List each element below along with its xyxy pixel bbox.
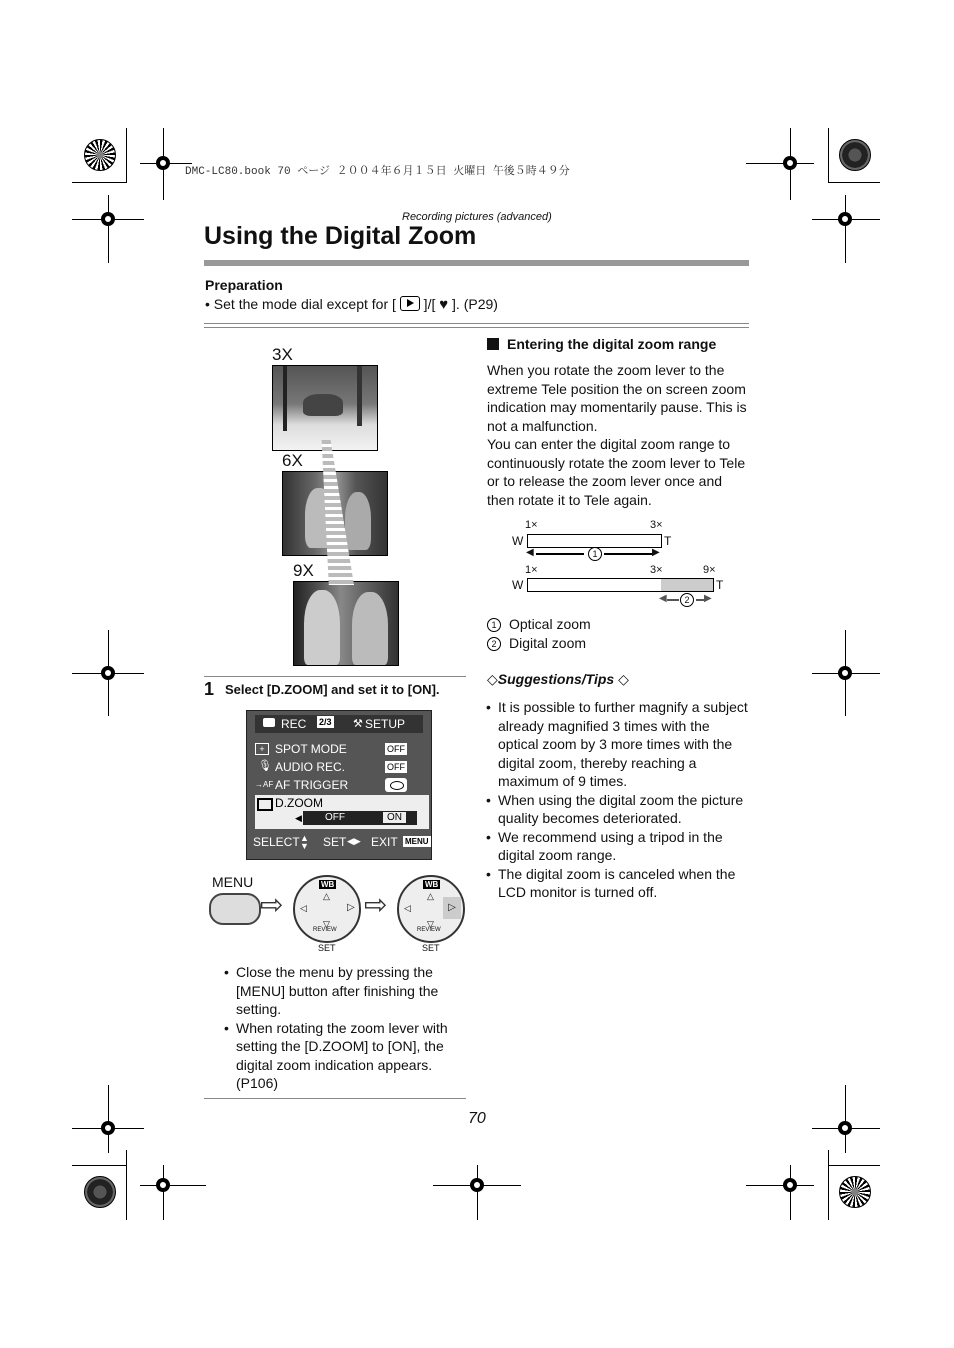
menu-button[interactable]: [209, 893, 261, 925]
list-item: • The digital zoom is canceled when the LCD monitor is turned off.: [486, 865, 750, 902]
marker-2: 2: [680, 593, 694, 607]
legend-optical-zoom: 1 Optical zoom: [487, 616, 591, 632]
list-item: • When using the digital zoom the picture quality becomes deteriorated.: [486, 791, 750, 828]
registration-dot-icon: [838, 212, 852, 226]
registration-dot-icon: [838, 1121, 852, 1135]
registration-dot-icon: [783, 1178, 797, 1192]
d-zoom-icon: [257, 798, 273, 811]
tab-rec[interactable]: REC: [281, 717, 307, 731]
deer-photo-3x: [272, 365, 378, 451]
self-timer-icon[interactable]: ◁: [404, 903, 411, 913]
d-zoom-option-off[interactable]: OFF: [325, 812, 345, 823]
arrow-left-icon: ◀: [659, 593, 667, 604]
marker-1: 1: [588, 547, 602, 561]
d-zoom-option-on[interactable]: ON: [383, 812, 406, 823]
cursor-dial-right[interactable]: [397, 875, 465, 943]
list-item: • Close the menu by pressing the [MENU] button after finishing the setting.: [224, 963, 464, 1019]
wb-label: WB: [425, 880, 439, 889]
menu-item-spot-mode[interactable]: + SPOT MODE OFF: [255, 741, 423, 757]
registration-dot-icon: [101, 1121, 115, 1135]
camera-icon: [263, 718, 275, 727]
step-text: Select [D.ZOOM] and set it to [ON].: [225, 682, 440, 697]
set-label: SET: [422, 943, 440, 953]
diamond-icon: ◇: [618, 671, 629, 687]
page-number: 70: [468, 1110, 486, 1127]
preparation-heading: Preparation: [205, 277, 283, 293]
wrench-icon: ⚒: [353, 718, 363, 730]
arrow-right-icon: ▶: [704, 593, 712, 604]
spot-mode-value: OFF: [387, 744, 405, 754]
down-arrow-icon[interactable]: ▽: [323, 919, 330, 929]
left-notes: [224, 963, 464, 1093]
spot-mode-icon: +: [255, 743, 269, 755]
arrow-right-icon: ⇨: [260, 889, 284, 920]
step-number: 1: [204, 679, 215, 699]
menu-item-audio-rec[interactable]: 🎙 AUDIO REC. OFF: [258, 760, 405, 774]
registration-dot-icon: [156, 156, 170, 170]
up-arrow-icon[interactable]: △: [323, 891, 330, 901]
self-timer-icon[interactable]: ◁: [300, 903, 307, 913]
menu-footer: SELECT ▲ ▼ SET ◀▶ EXIT MENU: [253, 833, 429, 851]
zoom-label-6x: 6X: [282, 451, 303, 470]
camera-menu-screen: [246, 710, 432, 860]
arrow-right-icon: ⇨: [364, 889, 388, 920]
title-rule: [204, 260, 749, 266]
arrow-left-icon: ◀: [526, 547, 534, 558]
registration-dot-icon: [470, 1178, 484, 1192]
registration-wheel-icon: [839, 139, 871, 171]
menu-item-d-zoom[interactable]: D.ZOOM ◀ OFF ON: [255, 795, 429, 829]
arrow-right-icon: ▶: [652, 547, 660, 558]
set-label: SET: [318, 943, 336, 953]
print-header: DMC-LC80.book 70 ページ ２００４年６月１５日 火曜日 午後５時４９分: [185, 166, 570, 178]
registration-dot-icon: [783, 156, 797, 170]
tips-title: ◇Suggestions/Tips ◇: [487, 671, 629, 687]
square-bullet-icon: [487, 338, 499, 350]
tips-list: [486, 698, 750, 902]
zoom-explanation: When you rotate the zoom lever to the extreme Tele position the on screen zoom indication may momentarily pause. This is not a malfunction. You can enter the digital zoom range to continuously rotate the zoom lever to Tele or to release the zoom lever once and then rotate it to Tele again.: [487, 362, 747, 508]
menu-page-indicator: 2/3: [319, 717, 332, 727]
preparation-text: • Set the mode dial except for [ ]/[ ♥ ]. (P29): [205, 296, 498, 313]
page-title: Using the Digital Zoom: [204, 222, 477, 250]
flash-icon[interactable]: ▷: [347, 902, 355, 913]
zoom-label-9x: 9X: [293, 561, 314, 580]
registration-wheel-icon: [84, 139, 116, 171]
heart-icon: ♥: [439, 296, 449, 313]
audio-rec-value: OFF: [387, 762, 405, 772]
tab-setup[interactable]: SETUP: [365, 717, 406, 731]
triangle-left-icon: ◀: [295, 813, 302, 823]
play-mode-icon: [400, 296, 420, 311]
optical-zoom-bar: [527, 534, 662, 548]
section-label: Recording pictures (advanced): [402, 211, 552, 223]
up-arrow-icon[interactable]: △: [427, 891, 434, 901]
registration-dot-icon: [838, 666, 852, 680]
af-trigger-icon: →AF: [255, 780, 274, 789]
registration-dot-icon: [156, 1178, 170, 1192]
list-item: • It is possible to further magnify a subject already magnified 3 times with the optical zoom by 3 more times with the digital zoom, thereby reaching a maximum of 9 times.: [486, 698, 750, 791]
diamond-icon: ◇: [487, 671, 498, 687]
legend-digital-zoom: 2 Digital zoom: [487, 635, 586, 651]
section-heading: Entering the digital zoom range: [487, 336, 716, 352]
registration-wheel-icon: [84, 1176, 116, 1208]
digital-zoom-bar: [527, 578, 714, 592]
zoom-label-3x: 3X: [272, 345, 293, 364]
menu-tab-bar: [255, 715, 423, 733]
wb-label: WB: [321, 880, 335, 889]
registration-dot-icon: [101, 666, 115, 680]
microphone-icon: 🎙: [258, 760, 272, 772]
list-item: • When rotating the zoom lever with setting the [D.ZOOM] to [ON], the digital zoom indication appears. (P106): [224, 1019, 464, 1093]
menu-button-label: MENU: [212, 874, 254, 890]
menu-badge: MENU: [405, 837, 429, 846]
shutter-button-icon: [385, 778, 407, 792]
list-item: • We recommend using a tripod in the digital zoom range.: [486, 828, 750, 865]
review-label: REVIEW: [313, 927, 337, 933]
flash-icon[interactable]: ▷: [443, 897, 461, 919]
down-arrow-icon[interactable]: ▽: [427, 919, 434, 929]
deer-photo-9x: [293, 581, 399, 666]
registration-dot-icon: [101, 212, 115, 226]
menu-item-af-trigger[interactable]: →AF AF TRIGGER: [255, 777, 423, 793]
up-down-arrows-icon: ▲ ▼: [300, 833, 309, 851]
left-right-arrows-icon: ◀▶: [347, 836, 361, 846]
cursor-dial-up[interactable]: [293, 875, 361, 943]
review-label: REVIEW: [417, 927, 441, 933]
registration-wheel-icon: [839, 1176, 871, 1208]
